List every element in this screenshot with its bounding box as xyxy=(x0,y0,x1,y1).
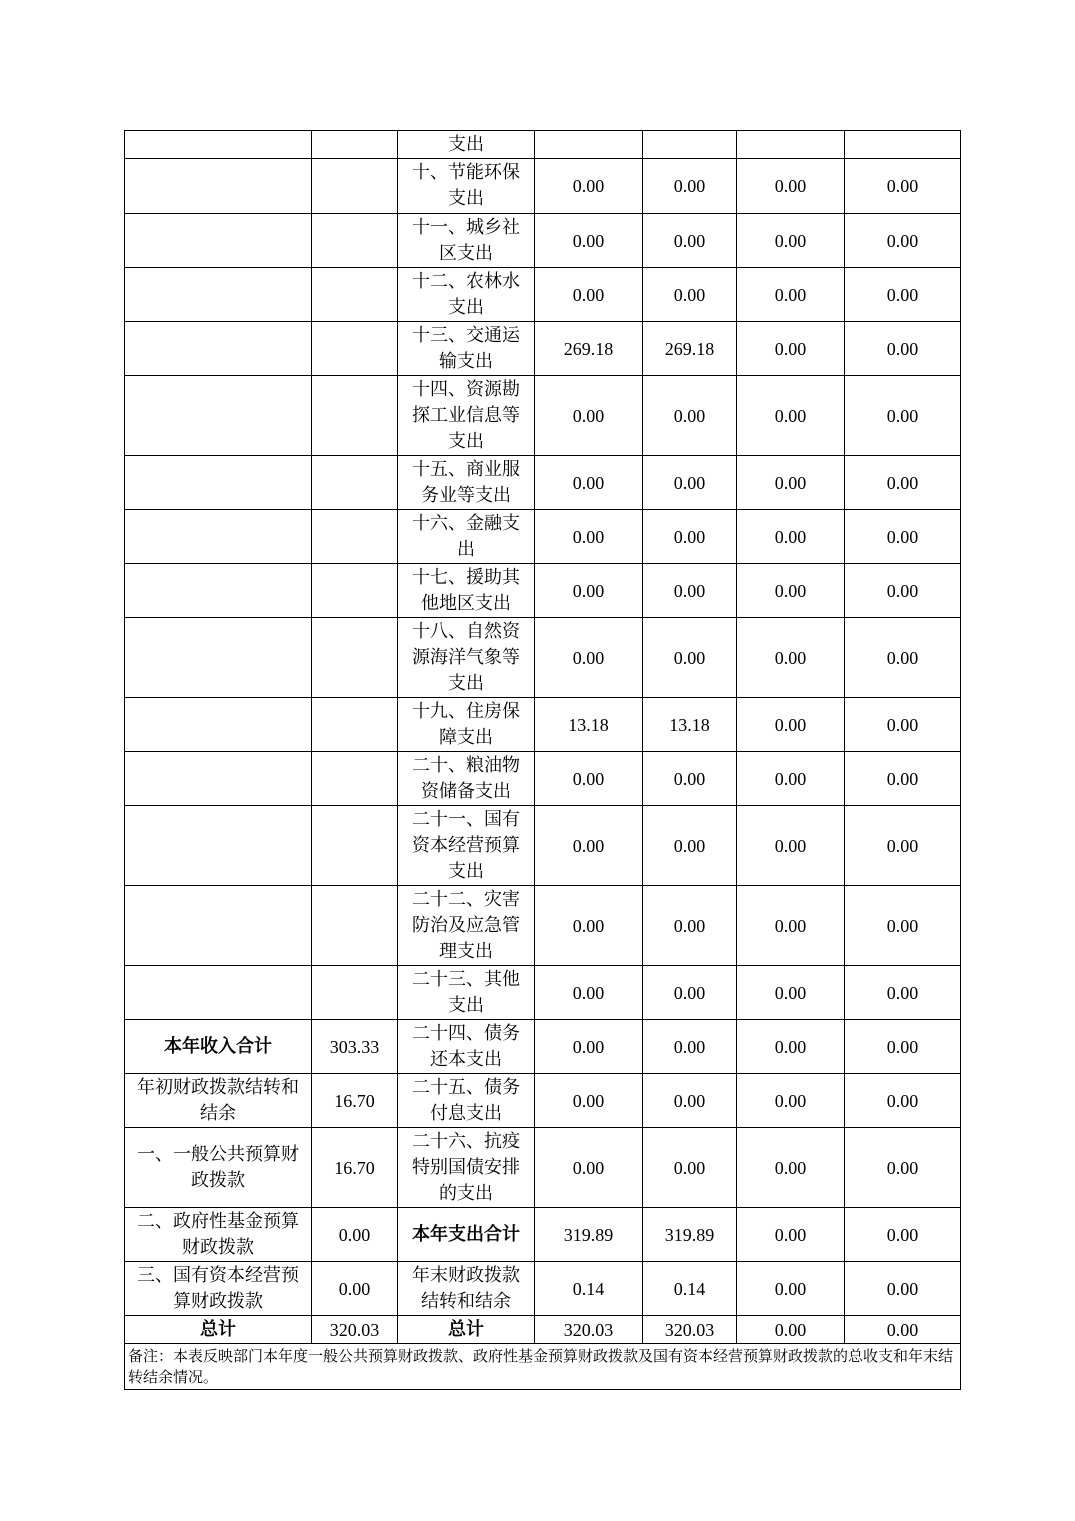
expense-item-cell: 二十、粮油物 资储备支出 xyxy=(398,752,535,806)
expense-item-cell: 本年支出合计 xyxy=(398,1208,535,1262)
table-note: 备注：本表反映部门本年度一般公共预算财政拨款、政府性基金预算财政拨款及国有资本经营预算财政拨款的总收支和年末结转结余情况。 xyxy=(125,1344,961,1390)
expense-amount-cell: 0.00 xyxy=(643,806,737,886)
expense-item-cell: 年末财政拨款 结转和结余 xyxy=(398,1262,535,1316)
expense-amount-cell: 0.00 xyxy=(845,1208,961,1262)
expense-amount-cell xyxy=(535,131,643,159)
expense-amount-cell: 0.00 xyxy=(643,1074,737,1128)
expense-amount-cell: 0.00 xyxy=(737,752,845,806)
expense-item-cell: 二十一、国有 资本经营预算 支出 xyxy=(398,806,535,886)
income-amount-cell xyxy=(312,752,398,806)
expense-amount-cell: 0.00 xyxy=(845,966,961,1020)
income-amount-cell: 0.00 xyxy=(312,1262,398,1316)
income-amount-cell xyxy=(312,159,398,214)
income-amount-cell xyxy=(312,131,398,159)
income-amount-cell xyxy=(312,322,398,376)
budget-table xyxy=(124,130,961,1390)
income-amount-cell: 303.33 xyxy=(312,1020,398,1074)
expense-amount-cell: 0.00 xyxy=(737,456,845,510)
income-item-cell xyxy=(125,698,312,752)
expense-amount-cell: 0.00 xyxy=(845,698,961,752)
income-item-cell: 一、一般公共预算财 政拨款 xyxy=(125,1128,312,1208)
expense-item-cell: 二十四、债务 还本支出 xyxy=(398,1020,535,1074)
income-amount-cell xyxy=(312,456,398,510)
income-amount-cell xyxy=(312,966,398,1020)
expense-amount-cell: 0.00 xyxy=(535,618,643,698)
income-amount-cell xyxy=(312,564,398,618)
expense-amount-cell: 0.00 xyxy=(845,1074,961,1128)
expense-amount-cell: 0.00 xyxy=(845,268,961,322)
expense-item-cell: 二十五、债务 付息支出 xyxy=(398,1074,535,1128)
income-amount-cell xyxy=(312,618,398,698)
expense-amount-cell: 0.00 xyxy=(737,1316,845,1344)
table-row xyxy=(125,752,961,806)
expense-amount-cell: 0.00 xyxy=(643,159,737,214)
expense-amount-cell: 0.00 xyxy=(845,376,961,456)
expense-amount-cell: 0.00 xyxy=(643,752,737,806)
expense-amount-cell: 0.00 xyxy=(845,806,961,886)
expense-amount-cell: 0.14 xyxy=(535,1262,643,1316)
income-item-cell xyxy=(125,131,312,159)
expense-amount-cell: 0.00 xyxy=(535,1074,643,1128)
expense-amount-cell: 0.00 xyxy=(643,268,737,322)
expense-amount-cell xyxy=(737,131,845,159)
table-row xyxy=(125,376,961,456)
income-item-cell xyxy=(125,214,312,268)
income-item-cell xyxy=(125,618,312,698)
expense-amount-cell: 0.00 xyxy=(643,564,737,618)
income-item-cell xyxy=(125,268,312,322)
expense-amount-cell: 0.00 xyxy=(845,752,961,806)
expense-amount-cell: 0.00 xyxy=(845,1262,961,1316)
table-row xyxy=(125,1020,961,1074)
expense-item-cell: 二十三、其他 支出 xyxy=(398,966,535,1020)
expense-amount-cell: 0.00 xyxy=(535,564,643,618)
expense-amount-cell: 0.00 xyxy=(845,456,961,510)
income-item-cell xyxy=(125,966,312,1020)
expense-amount-cell: 0.00 xyxy=(845,510,961,564)
budget-table-body xyxy=(125,131,961,1390)
expense-item-cell: 十二、农林水 支出 xyxy=(398,268,535,322)
expense-item-cell: 十、节能环保 支出 xyxy=(398,159,535,214)
income-item-cell xyxy=(125,376,312,456)
expense-amount-cell: 269.18 xyxy=(535,322,643,376)
expense-item-cell: 总计 xyxy=(398,1316,535,1344)
expense-amount-cell: 0.00 xyxy=(535,966,643,1020)
table-row xyxy=(125,618,961,698)
table-row xyxy=(125,806,961,886)
income-item-cell xyxy=(125,159,312,214)
income-item-cell: 二、政府性基金预算 财政拨款 xyxy=(125,1208,312,1262)
income-amount-cell xyxy=(312,510,398,564)
expense-amount-cell: 0.00 xyxy=(845,322,961,376)
expense-amount-cell: 0.00 xyxy=(845,886,961,966)
income-amount-cell: 16.70 xyxy=(312,1128,398,1208)
income-item-cell xyxy=(125,752,312,806)
expense-amount-cell: 0.00 xyxy=(737,618,845,698)
income-amount-cell xyxy=(312,886,398,966)
income-amount-cell xyxy=(312,376,398,456)
expense-amount-cell: 0.00 xyxy=(535,456,643,510)
expense-item-cell: 二十二、灾害 防治及应急管 理支出 xyxy=(398,886,535,966)
income-item-cell: 年初财政拨款结转和 结余 xyxy=(125,1074,312,1128)
table-row xyxy=(125,1316,961,1344)
table-row xyxy=(125,268,961,322)
expense-amount-cell: 0.00 xyxy=(737,1262,845,1316)
income-item-cell xyxy=(125,886,312,966)
expense-amount-cell: 0.00 xyxy=(737,1020,845,1074)
income-amount-cell xyxy=(312,214,398,268)
expense-amount-cell: 0.00 xyxy=(737,214,845,268)
expense-amount-cell: 0.00 xyxy=(535,806,643,886)
table-row xyxy=(125,510,961,564)
expense-amount-cell: 0.00 xyxy=(643,1020,737,1074)
expense-amount-cell: 0.00 xyxy=(737,510,845,564)
expense-amount-cell: 0.00 xyxy=(737,564,845,618)
income-item-cell xyxy=(125,510,312,564)
expense-item-cell: 十七、援助其 他地区支出 xyxy=(398,564,535,618)
expense-amount-cell: 0.00 xyxy=(737,376,845,456)
expense-amount-cell: 0.00 xyxy=(535,886,643,966)
expense-amount-cell: 0.00 xyxy=(845,1128,961,1208)
expense-amount-cell: 319.89 xyxy=(643,1208,737,1262)
table-row xyxy=(125,1262,961,1316)
expense-amount-cell: 0.00 xyxy=(845,618,961,698)
expense-amount-cell: 319.89 xyxy=(535,1208,643,1262)
expense-amount-cell: 0.00 xyxy=(535,214,643,268)
expense-amount-cell: 0.00 xyxy=(643,214,737,268)
expense-amount-cell: 0.00 xyxy=(535,376,643,456)
expense-amount-cell: 269.18 xyxy=(643,322,737,376)
expense-item-cell: 支出 xyxy=(398,131,535,159)
expense-amount-cell: 13.18 xyxy=(643,698,737,752)
table-row xyxy=(125,698,961,752)
expense-item-cell: 十一、城乡社 区支出 xyxy=(398,214,535,268)
income-item-cell xyxy=(125,806,312,886)
income-amount-cell: 0.00 xyxy=(312,1208,398,1262)
expense-amount-cell: 0.00 xyxy=(845,214,961,268)
expense-amount-cell: 0.00 xyxy=(535,159,643,214)
expense-amount-cell: 0.00 xyxy=(535,1128,643,1208)
expense-item-cell: 十四、资源勘 探工业信息等 支出 xyxy=(398,376,535,456)
expense-amount-cell: 320.03 xyxy=(643,1316,737,1344)
expense-amount-cell: 0.00 xyxy=(643,456,737,510)
expense-amount-cell: 13.18 xyxy=(535,698,643,752)
income-item-cell xyxy=(125,564,312,618)
expense-amount-cell: 0.00 xyxy=(737,1074,845,1128)
income-amount-cell: 320.03 xyxy=(312,1316,398,1344)
expense-item-cell: 二十六、抗疫 特别国债安排 的支出 xyxy=(398,1128,535,1208)
income-item-cell: 三、国有资本经营预 算财政拨款 xyxy=(125,1262,312,1316)
expense-amount-cell: 0.14 xyxy=(643,1262,737,1316)
expense-amount-cell: 0.00 xyxy=(737,806,845,886)
income-item-cell xyxy=(125,456,312,510)
expense-amount-cell: 0.00 xyxy=(845,1316,961,1344)
expense-amount-cell: 0.00 xyxy=(737,886,845,966)
expense-amount-cell: 320.03 xyxy=(535,1316,643,1344)
expense-amount-cell: 0.00 xyxy=(643,376,737,456)
expense-item-cell: 十三、交通运 输支出 xyxy=(398,322,535,376)
expense-amount-cell: 0.00 xyxy=(737,1128,845,1208)
expense-amount-cell: 0.00 xyxy=(643,966,737,1020)
table-row xyxy=(125,456,961,510)
expense-item-cell: 十五、商业服 务业等支出 xyxy=(398,456,535,510)
expense-amount-cell: 0.00 xyxy=(737,698,845,752)
expense-amount-cell xyxy=(845,131,961,159)
income-item-cell: 总计 xyxy=(125,1316,312,1344)
income-amount-cell xyxy=(312,806,398,886)
table-row xyxy=(125,214,961,268)
table-row xyxy=(125,966,961,1020)
expense-item-cell: 十九、住房保 障支出 xyxy=(398,698,535,752)
table-row xyxy=(125,131,961,159)
expense-item-cell: 十八、自然资 源海洋气象等 支出 xyxy=(398,618,535,698)
expense-amount-cell: 0.00 xyxy=(643,510,737,564)
expense-amount-cell: 0.00 xyxy=(845,564,961,618)
table-row xyxy=(125,1208,961,1262)
expense-amount-cell xyxy=(643,131,737,159)
expense-amount-cell: 0.00 xyxy=(737,966,845,1020)
table-row xyxy=(125,1074,961,1128)
table-row xyxy=(125,564,961,618)
income-amount-cell: 16.70 xyxy=(312,1074,398,1128)
table-row xyxy=(125,159,961,214)
expense-item-cell: 十六、金融支 出 xyxy=(398,510,535,564)
expense-amount-cell: 0.00 xyxy=(535,510,643,564)
table-row xyxy=(125,886,961,966)
expense-amount-cell: 0.00 xyxy=(845,1020,961,1074)
income-amount-cell xyxy=(312,698,398,752)
table-row xyxy=(125,322,961,376)
expense-amount-cell: 0.00 xyxy=(643,886,737,966)
income-amount-cell xyxy=(312,268,398,322)
table-row xyxy=(125,1128,961,1208)
expense-amount-cell: 0.00 xyxy=(535,752,643,806)
income-item-cell xyxy=(125,322,312,376)
income-item-cell: 本年收入合计 xyxy=(125,1020,312,1074)
expense-amount-cell: 0.00 xyxy=(737,159,845,214)
expense-amount-cell: 0.00 xyxy=(643,1128,737,1208)
expense-amount-cell: 0.00 xyxy=(845,159,961,214)
note-row xyxy=(125,1344,961,1390)
expense-amount-cell: 0.00 xyxy=(737,268,845,322)
expense-amount-cell: 0.00 xyxy=(535,268,643,322)
expense-amount-cell: 0.00 xyxy=(737,1208,845,1262)
expense-amount-cell: 0.00 xyxy=(535,1020,643,1074)
expense-amount-cell: 0.00 xyxy=(643,618,737,698)
expense-amount-cell: 0.00 xyxy=(737,322,845,376)
